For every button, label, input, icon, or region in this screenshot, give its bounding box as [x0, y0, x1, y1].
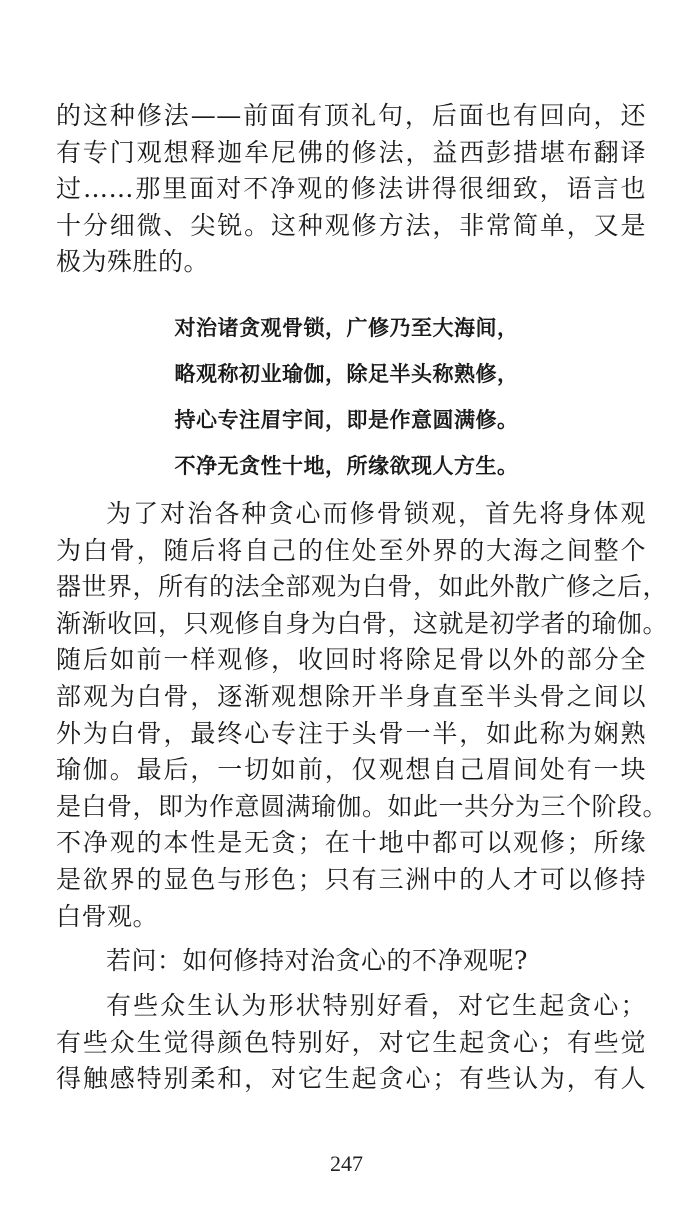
text-line: 为了对治各种贪心而修骨锁观，首先将身体观 [106, 499, 646, 528]
text-line: 若问：如何修持对治贪心的不净观呢? [106, 946, 528, 975]
text-line: 随后如前一样观修，收回时将除足骨以外的部分全 [56, 645, 646, 675]
paragraph-1 [56, 98, 646, 281]
text-line: 有专门观想释迦牟尼佛的修法，益西彭措堪布翻译 [56, 137, 646, 167]
verse-line: 对治诸贪观骨锁，广修乃至大海间， [174, 316, 519, 340]
text-line: 十分细微、尖锐。这种观修方法，非常简单，又是 [56, 210, 646, 240]
text-line: 为白骨，随后将自己的住处至外界的大海之间整个 [56, 535, 646, 565]
paragraph-2 [56, 496, 669, 935]
text-line: 外为白骨，最终心专注于头骨一半，如此称为娴熟 [56, 718, 646, 748]
verse-block [0, 305, 693, 489]
text-line: 部观为白骨，逐渐观想除开半身直至半头骨之间以 [56, 681, 646, 711]
verse-line: 不净无贪性十地，所缘欲现人方生。 [174, 454, 519, 478]
text-line: 器世界，所有的法全部观为白骨，如此外散广修之后， [56, 572, 669, 602]
text-line: 极为殊胜的。 [56, 247, 210, 277]
text-line: 瑜伽。最后，一切如前，仅观想自己眉间处有一块 [56, 755, 646, 785]
verse-line: 略观称初业瑜伽，除足半头称熟修， [174, 362, 519, 386]
text-line: 有些众生认为形状特别好看，对它生起贪心； [106, 991, 646, 1020]
paragraph-3 [56, 943, 646, 980]
text-line: 得触感特别柔和，对它生起贪心；有些认为，有人 [56, 1064, 646, 1094]
verse-line: 持心专注眉宇间，即是作意圆满修。 [174, 408, 519, 432]
text-line: 是欲界的显色与形色；只有三洲中的人才可以修持 [56, 864, 646, 894]
page-number: 247 [330, 1151, 363, 1176]
text-line: 的这种修法——前面有顶礼句，后面也有回向，还 [56, 101, 646, 130]
text-line: 过……那里面对不净观的修法讲得很细致，语言也 [56, 174, 646, 204]
text-line: 不净观的本性是无贪；在十地中都可以观修；所缘 [56, 828, 646, 858]
text-line: 渐渐收回，只观修自身为白骨，这就是初学者的瑜伽。 [56, 608, 669, 638]
text-line: 是白骨，即为作意圆满瑜伽。如此一共分为三个阶段。 [56, 791, 669, 821]
text-line: 有些众生觉得颜色特别好，对它生起贪心；有些觉 [56, 1027, 646, 1057]
paragraph-4 [56, 988, 646, 1098]
text-line: 白骨观。 [56, 901, 159, 931]
